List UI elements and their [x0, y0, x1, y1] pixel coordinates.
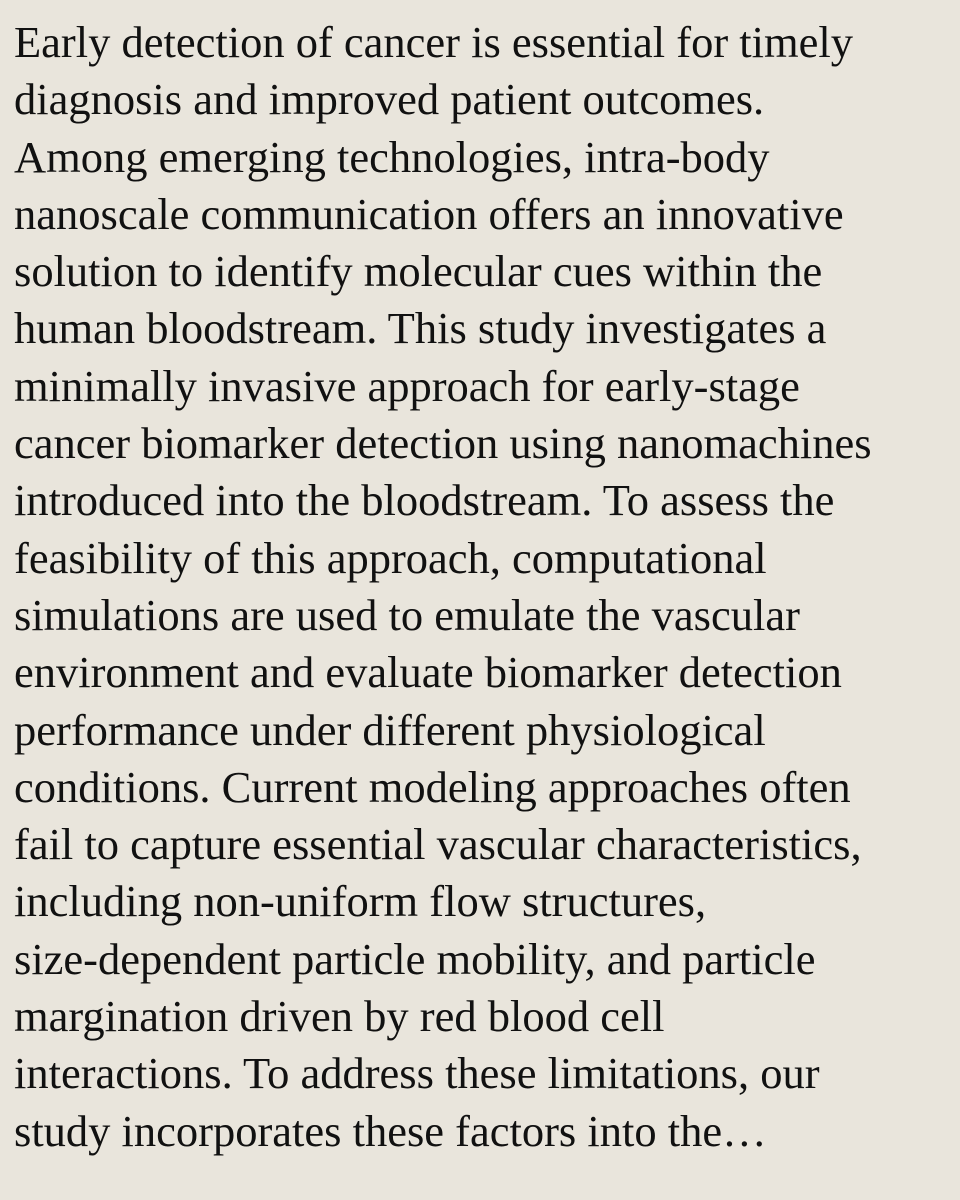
text-line: size-dependent particle mobility, and particle	[14, 933, 816, 984]
text-line: environment and evaluate biomarker detection	[14, 647, 842, 698]
text-line: including non-uniform flow structures,	[14, 876, 707, 927]
text-line: conditions. Current modeling approaches often	[14, 761, 851, 812]
text-line: feasibility of this approach, computational	[14, 532, 767, 583]
text-line: fail to capture essential vascular characteristics,	[14, 819, 862, 870]
text-line: diagnosis and improved patient outcomes.	[14, 74, 765, 125]
text-line: interactions. To address these limitations, our	[14, 1048, 820, 1099]
text-line: minimally invasive approach for early-stage	[14, 360, 800, 411]
text-line: solution to identify molecular cues within the	[14, 246, 823, 297]
text-line: performance under different physiological	[14, 704, 766, 755]
text-line: Early detection of cancer is essential for timely	[14, 17, 853, 67]
text-line: Among emerging technologies, intra-body	[14, 131, 770, 182]
text-line: human bloodstream. This study investigates a	[14, 303, 827, 354]
text-line: cancer biomarker detection using nanomachines	[14, 418, 872, 469]
abstract-text	[14, 14, 946, 1160]
text-line: introduced into the bloodstream. To assess the	[14, 475, 835, 526]
text-line: simulations are used to emulate the vascular	[14, 589, 800, 640]
text-line: nanoscale communication offers an innovative	[14, 188, 844, 239]
text-line: study incorporates these factors into the…	[14, 1105, 767, 1156]
text-line: margination driven by red blood cell	[14, 991, 665, 1042]
